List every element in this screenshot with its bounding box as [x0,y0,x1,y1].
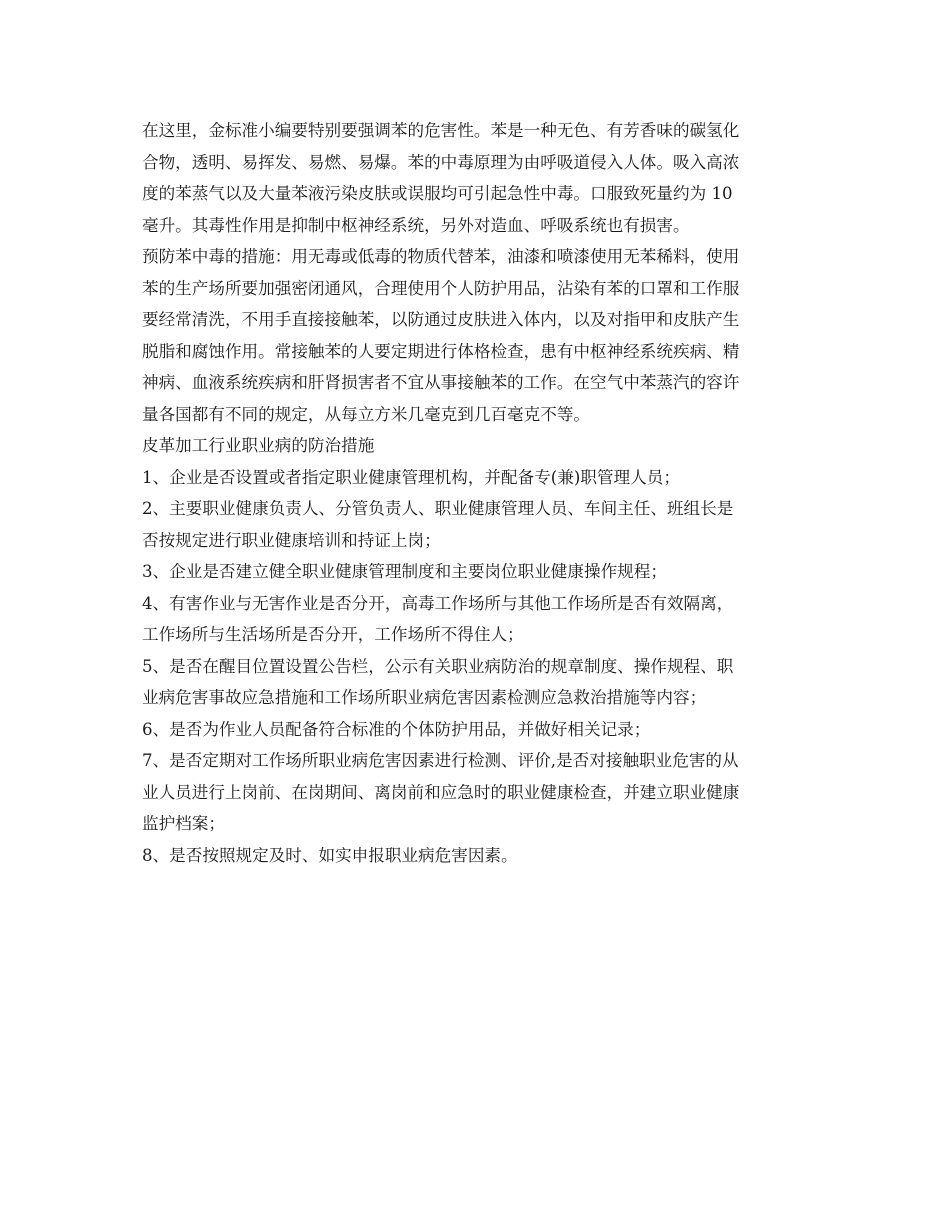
section-heading: 皮革加工行业职业病的防治措施 [142,436,375,455]
text-line: 量各国都有不同的规定，从每立方米几毫克到几百毫克不等。 [142,404,591,424]
text-line: 神病、血液系统疾病和肝肾损害者不宜从事接触苯的工作。在空气中苯蒸汽的容许 [142,373,740,392]
text-line: 在这里，金标准小编要特别要强调苯的危害性。苯是一种无色、有芳香味的碳氢化 [142,121,740,140]
text-line: 预防苯中毒的措施：用无毒或低毒的物质代替苯，油漆和喷漆使用无苯稀料，使用 [142,247,740,266]
list-item: 1、企业是否设置或者指定职业健康管理机构，并配备专(兼)职管理人员； [142,467,680,487]
text-line: 脱脂和腐蚀作用。常接触苯的人要定期进行体格检查，患有中枢神经系统疾病、精 [142,341,740,361]
document-body [142,115,814,871]
list-item: 6、是否为作业人员配备符合标准的个体防护用品，并做好相关记录； [142,719,651,739]
list-item: 4、有害作业与无害作业是否分开，高毒工作场所与其他工作场所是否有效隔离， [142,593,734,613]
text-line: 合物，透明、易挥发、易燃、易爆。苯的中毒原理为由呼吸道侵入人体。吸入高浓 [142,152,740,172]
text-line: 苯的生产场所要加强密闭通风，合理使用个人防护用品，沾染有苯的口罩和工作服 [142,278,740,298]
list-item-continuation: 业人员进行上岗前、在岗期间、离岗前和应急时的职业健康检查，并建立职业健康 [142,782,740,802]
list-item: 7、是否定期对工作场所职业病危害因素进行检测、评价,是否对接触职业危害的从 [142,751,739,770]
text-line: 度的苯蒸气以及大量苯液污染皮肤或误服均可引起急性中毒。口服致死量约为 10 [142,184,733,203]
list-item-continuation: 业病危害事故应急措施和工作场所职业病危害因素检测应急救治措施等内容； [142,688,707,707]
list-item-continuation: 监护档案； [142,814,225,833]
list-item-continuation: 工作场所与生活场所是否分开，工作场所不得住人； [142,625,524,644]
list-item: 8、是否按照规定及时、如实申报职业病危害因素。 [142,845,518,865]
list-item-continuation: 否按规定进行职业健康培训和持证上岗； [142,530,441,550]
list-item: 3、企业是否建立健全职业健康管理制度和主要岗位职业健康操作规程； [142,562,667,581]
text-line: 要经常清洗，不用手直接接触苯，以防通过皮肤进入体内，以及对指甲和皮肤产生 [142,310,740,329]
text-line: 毫升。其毒性作用是抑制中枢神经系统，另外对造血、呼吸系统也有损害。 [142,215,690,235]
list-item: 5、是否在醒目位置设置公告栏，公示有关职业病防治的规章制度、操作规程、职 [142,656,734,676]
list-item: 2、主要职业健康负责人、分管负责人、职业健康管理人员、车间主任、班组长是 [142,499,734,518]
